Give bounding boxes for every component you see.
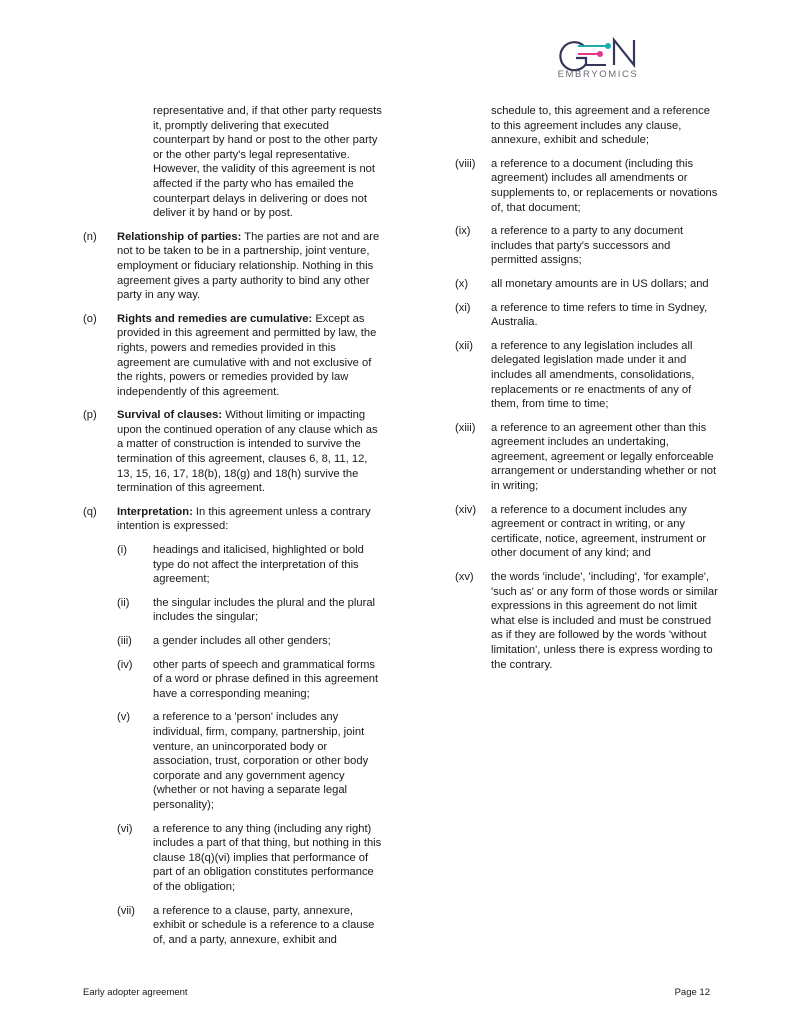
logo-letter-n [614,40,634,65]
clause-text: In this agreement unless a contrary intention is expressed: [117,505,371,533]
footer-document-title: Early adopter agreement [83,987,188,998]
clause-text: Except as provided in this agreement and permitted by law, the rights, powers and remedies provided in this agreement are cumulative with and not exclusive of the rights, powers or remedies provided by law independently of this agreement. [117,312,377,398]
subitem-text: a reference to a document includes any agreement or contract in writing, or any certificate, notice, agreement, instrument or other document of any kind; and [491,503,707,560]
subitem-text: other parts of speech and grammatical forms of a word or phrase defined in this agreement have a corresponding meaning; [153,658,379,700]
subitem-label: (vii) [117,904,136,917]
clause-heading: Interpretation: [117,505,193,518]
clause-label: (n) [83,230,97,243]
subitem-x [455,277,720,292]
clause-label: (o) [83,312,97,325]
subitem-viii [455,157,720,215]
subitem-i [117,543,383,587]
subitem-vi [117,822,383,895]
subitem-label: (vi) [117,822,133,835]
clause-label: (q) [83,505,97,518]
clause-text: The parties are not and are not to be taken to be in a partnership, joint venture, employment or fiduciary relationship. Nothing in this agreement gives a party authority to bind any other party in any way. [117,230,380,302]
subitem-label: (xv) [455,571,474,584]
subitem-text: headings and italicised, highlighted or bold type do not affect the interpretation of this agreement; [153,544,364,586]
subitem-label: (iv) [117,658,133,671]
clause-text: Without limiting or impacting upon the continued operation of any clause which as a matter of construction is intended to survive the termination of this agreement, clauses 6, 8, 11, 12, 13, 15, 16, 17, 18(b), 18(g) and 18(h) survive the termination of this agreement. [117,409,378,495]
subitem-label: (xiii) [455,421,476,434]
clause-q [83,505,383,534]
clause-p [83,408,383,496]
subitem-label: (xi) [455,301,471,314]
subitem-text: a reference to a document (including this agreement) includes all amendments or supplements to, or replacements or novations of, that document; [491,157,718,214]
subitem-text: a reference to an agreement other than this agreement includes an undertaking, agreement, agreement or legally enforceable arrangement or understanding whether or not in writing; [491,421,717,493]
subitem-xiii [455,421,720,494]
subitem-label: (ix) [455,225,471,238]
subitem-text: a gender includes all other genders; [153,635,331,647]
right-column [455,104,720,681]
clause-heading: Survival of clauses: [117,409,223,422]
subitem-text: the words 'include', 'including', 'for example', 'such as' or any form of those words or similar expressions in this agreement do not limit what else is included and must be construed as if they are followed by the words 'without limitation', unless there is express wording to the contrary. [491,571,718,671]
subitem-ii [117,596,383,625]
subitem-label: (xii) [455,339,474,352]
left-column [83,104,383,956]
subitem-text: a reference to any thing (including any right) includes a part of that thing, but nothing in this clause 18(q)(vi) implies that performance of part of an obligation constitutes performance of the obligation; [153,822,382,893]
clause-n [83,230,383,303]
subitem-iv [117,658,383,702]
subitem-v [117,710,383,812]
continuation-text: schedule to, this agreement and a reference to this agreement includes any clause, annexure, exhibit and schedule; [491,105,710,147]
subitem-text: the singular includes the plural and the plural includes the singular; [153,596,376,624]
clause-label: (p) [83,409,97,422]
subitem-text: a reference to a clause, party, annexure, exhibit or schedule is a reference to a clause of, and a party, annexure, exhibit and [153,904,375,946]
logo-subtitle: EMBRYOMICS [557,69,639,80]
subitem-label: (ii) [117,596,130,609]
subitem-text: a reference to any legislation includes all delegated legislation made under it and includes all amendments, consolidations, replacements or re enactments of any of them, from time to time; [491,339,695,411]
clause-heading: Rights and remedies are cumulative: [117,312,313,325]
subitem-xiv [455,503,720,561]
clause-heading: Relationship of parties: [117,230,242,243]
subitem-text: a reference to time refers to time in Sydney, Australia. [491,301,708,329]
subitem-label: (i) [117,544,127,557]
subitem-text: a reference to a 'person' includes any individual, firm, company, partnership, joint venture, an unincorporated body or association, trust, corporation or other body corporate and any government agency (whether or not having a separate legal personality); [153,711,369,811]
subitem-text: all monetary amounts are in US dollars; and [491,277,709,290]
subitem-iii [117,634,383,649]
subitem-label: (iii) [117,635,132,647]
subitem-xv [455,570,720,672]
subitem-label: (v) [117,711,131,724]
subitem-text: a reference to a party to any document includes that party's successors and permitted assigns; [491,225,684,267]
subitem-label: (viii) [455,157,476,170]
subitem-xii [455,339,720,412]
continuation-text: representative and, if that other party requests it, promptly delivering that executed counterpart by hand or post to the other party or the other party's legal representative. However, the validity of this agreement is not affected if the party who has emailed the counterpart delays in delivering or does not deliver it by hand or by post. [153,105,382,220]
footer-page-number: Page 12 [674,987,710,998]
subitem-xi [455,301,720,330]
clause-o [83,312,383,400]
subitem-ix [455,224,720,268]
subitem-label: (x) [455,277,469,290]
logo-wordmark: GEN [748,234,751,235]
subitem-vii [117,904,383,948]
subitem-label: (xiv) [455,503,477,516]
